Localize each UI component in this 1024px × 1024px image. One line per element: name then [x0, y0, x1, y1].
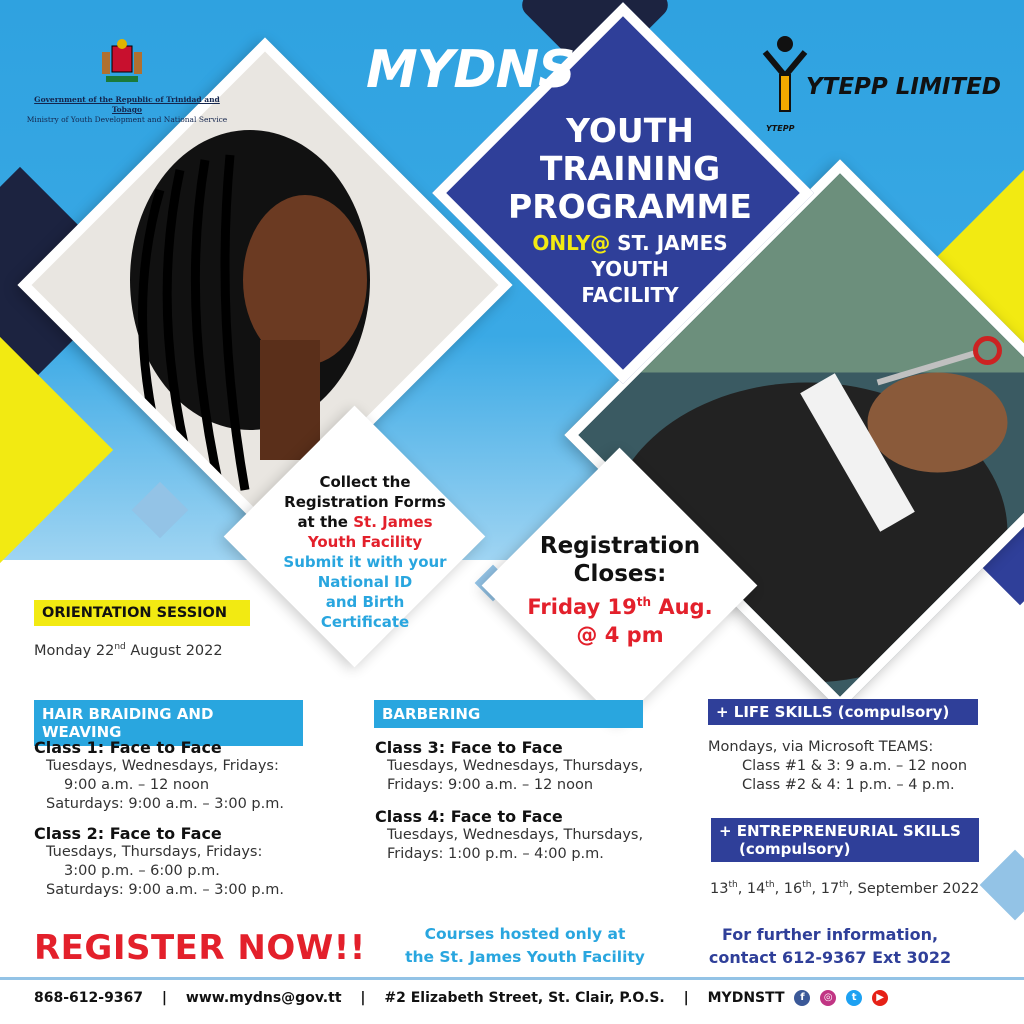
- entre-date-4: , 17: [811, 880, 840, 897]
- venue-line-1: [480, 230, 780, 256]
- entre-suffix-1: th: [728, 880, 738, 890]
- class2-saturday: Saturdays: 9:00 a.m. – 3:00 p.m.: [46, 882, 284, 898]
- class1-title: Class 1: Face to Face: [34, 738, 222, 757]
- collect-line-7: and Birth: [325, 593, 405, 611]
- title-block: [480, 112, 780, 308]
- coat-of-arms-icon: [100, 38, 144, 88]
- collect-venue: St. James: [353, 513, 433, 531]
- venue-line-3: FACILITY: [581, 283, 679, 307]
- life-skills-line-3: Class #2 & 4: 1 p.m. – 4 p.m.: [742, 777, 955, 793]
- mydns-logo: MYDNS: [366, 40, 575, 100]
- class1-saturday: Saturdays: 9:00 a.m. – 3:00 p.m.: [46, 796, 284, 812]
- entre-dates: [710, 876, 979, 899]
- coat-of-arms-logo: [100, 38, 144, 88]
- orientation-label: ORIENTATION SESSION: [34, 600, 250, 626]
- registration-line-2: Closes:: [573, 561, 667, 587]
- collect-line-6: National ID: [317, 573, 413, 591]
- hosted-note: [395, 923, 655, 969]
- ytepp-icon: [760, 34, 810, 129]
- registration-date-month: Aug.: [651, 595, 713, 619]
- entre-label-line-1: + ENTREPRENEURIAL SKILLS: [719, 822, 961, 840]
- entre-suffix-3: th: [802, 880, 812, 890]
- collect-line-4: Youth Facility: [307, 533, 423, 551]
- gov-line-2: Ministry of Youth Development and National Service: [26, 115, 228, 124]
- orientation-date-text: Monday 22: [34, 642, 115, 659]
- ytepp-small-label: YTEPP: [766, 124, 795, 133]
- info-note: [700, 923, 960, 969]
- ytepp-logo-text: YTEPP LIMITED: [806, 74, 1001, 100]
- life-skills-line-2: Class #1 & 3: 9 a.m. – 12 noon: [742, 758, 968, 774]
- collect-line-8: Certificate: [320, 613, 410, 631]
- ytepp-emblem: [760, 34, 810, 129]
- footer-address: #2 Elizabeth Street, St. Clair, P.O.S.: [384, 990, 665, 1006]
- collect-line-3: [255, 512, 475, 532]
- class2-time: 3:00 p.m. – 6:00 p.m.: [64, 863, 220, 879]
- registration-date-suffix: th: [636, 595, 652, 609]
- footer-sep-2: |: [360, 990, 366, 1006]
- class4-days: Tuesdays, Wednesdays, Thursdays,: [387, 827, 644, 843]
- class1-time: 9:00 a.m. – 12 noon: [64, 777, 210, 793]
- footer-website[interactable]: www.mydns@gov.tt: [185, 990, 342, 1006]
- instagram-icon[interactable]: ◎: [820, 990, 836, 1006]
- footer-bar: [34, 990, 994, 1006]
- only-label: ONLY@: [532, 231, 611, 255]
- venue-line-2: YOUTH: [591, 257, 669, 281]
- class3-title: Class 3: Face to Face: [375, 738, 563, 757]
- orientation-date-suffix: nd: [114, 642, 126, 652]
- collect-line-2: Registration Forms: [284, 493, 446, 511]
- entre-date-2: , 14: [737, 880, 766, 897]
- entre-date-1: 13: [710, 880, 729, 897]
- orientation-date-month: August 2022: [125, 642, 223, 659]
- title-line-3: PROGRAMME: [508, 187, 752, 226]
- collect-line-5: Submit it with your: [283, 553, 447, 571]
- hosted-line-1: Courses hosted only at: [424, 925, 626, 943]
- class2-title: Class 2: Face to Face: [34, 824, 222, 843]
- entre-label-line-2: (compulsory): [739, 840, 851, 858]
- class3-days: Tuesdays, Wednesdays, Thursdays,: [387, 758, 644, 774]
- collect-block: [255, 472, 475, 632]
- light-diamond-right: [980, 850, 1024, 921]
- class3-time: Fridays: 9:00 a.m. – 12 noon: [387, 777, 594, 793]
- footer-handle: MYDNSTT: [707, 990, 785, 1006]
- youtube-icon[interactable]: ▶: [872, 990, 888, 1006]
- class2-days: Tuesdays, Thursdays, Fridays:: [46, 844, 263, 860]
- footer-divider: [0, 977, 1024, 980]
- class4-title: Class 4: Face to Face: [375, 807, 563, 826]
- collect-line-1: Collect the: [319, 473, 411, 491]
- registration-time: @ 4 pm: [576, 623, 664, 647]
- title-line-1: YOUTH: [566, 111, 694, 150]
- registration-date: [515, 588, 725, 621]
- gov-line-1: Government of the Republic of Trinidad and Tobago: [34, 95, 220, 114]
- registration-date-text: Friday 19: [527, 595, 637, 619]
- info-line-2: contact 612-9367 Ext 3022: [708, 948, 952, 967]
- hair-label: HAIR BRAIDING AND WEAVING: [34, 700, 303, 746]
- orientation-date: [34, 638, 223, 661]
- registration-block: [515, 532, 725, 649]
- title-line-2: TRAINING: [539, 149, 721, 188]
- life-skills-line-1: Mondays, via Microsoft TEAMS:: [708, 739, 934, 755]
- footer-sep-1: |: [161, 990, 168, 1006]
- entre-label: [711, 818, 979, 862]
- class1-days: Tuesdays, Wednesdays, Fridays:: [46, 758, 279, 774]
- twitter-icon[interactable]: t: [846, 990, 862, 1006]
- entre-suffix-4: th: [839, 880, 849, 890]
- life-skills-label: + LIFE SKILLS (compulsory): [708, 699, 978, 725]
- footer-sep-3: |: [683, 990, 689, 1006]
- info-line-1: For further information,: [721, 925, 939, 944]
- collect-at: at the: [297, 513, 348, 531]
- footer-phone: 868-612-9367: [34, 990, 144, 1006]
- entre-date-month: , September 2022: [848, 880, 980, 897]
- entre-suffix-2: th: [765, 880, 775, 890]
- entre-date-3: , 16: [774, 880, 803, 897]
- barber-column: [375, 738, 685, 864]
- class4-time: Fridays: 1:00 p.m. – 4:00 p.m.: [387, 846, 604, 862]
- hair-column: [34, 738, 334, 900]
- register-now-heading: REGISTER NOW!!: [34, 928, 366, 968]
- facebook-icon[interactable]: f: [794, 990, 810, 1006]
- registration-line-1: Registration: [539, 533, 701, 559]
- venue-text-1: ST. JAMES: [617, 231, 728, 255]
- gov-text: [22, 95, 232, 125]
- life-skills-block: [708, 738, 1008, 795]
- hosted-line-2: the St. James Youth Facility: [405, 948, 645, 966]
- barber-label: BARBERING: [374, 700, 643, 728]
